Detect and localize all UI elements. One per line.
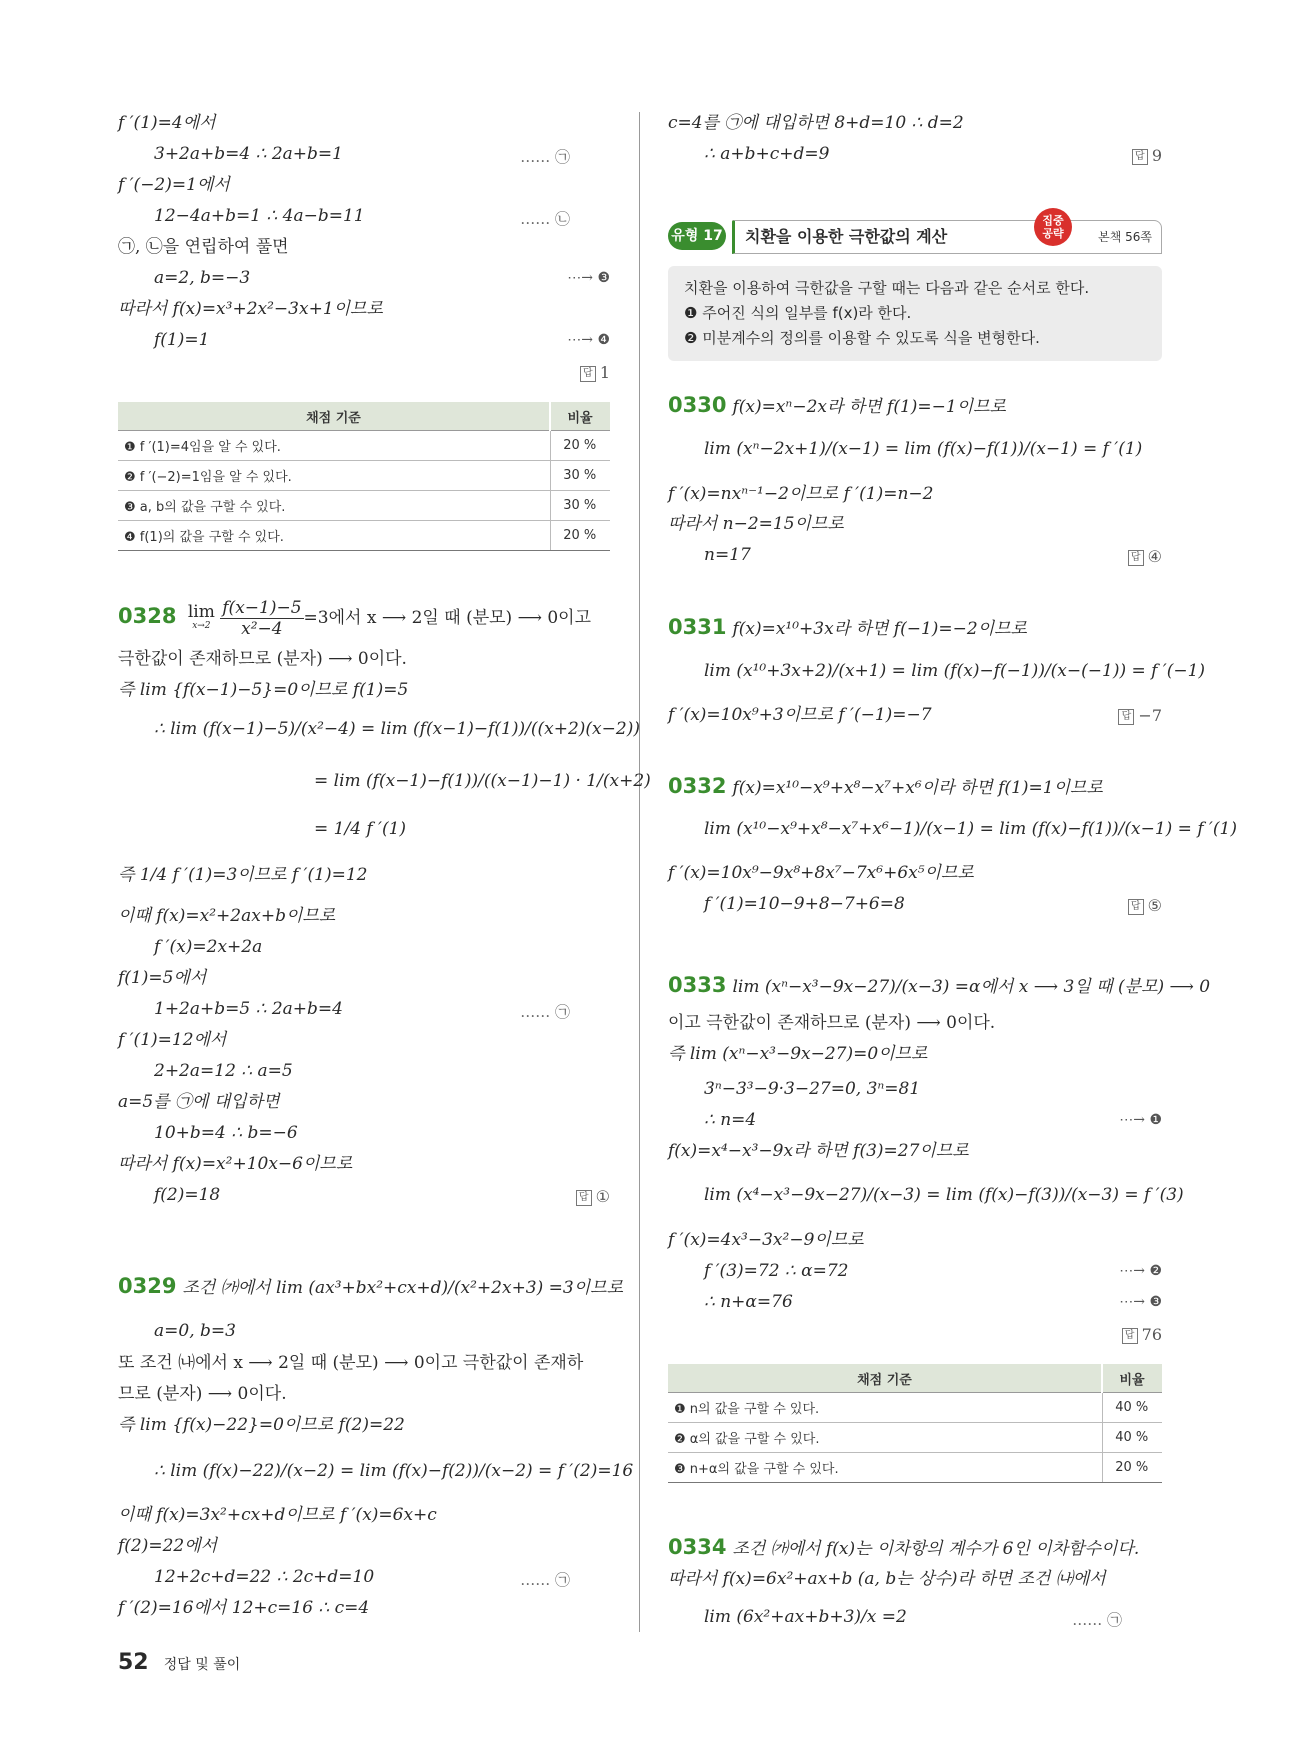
problem-0333-first-line [668, 970, 1211, 1000]
text-line: f ′(1)=12에서 [118, 1030, 227, 1050]
text-span: f(x)=xⁿ−2x라 하면 f(1)=−1이므로 [732, 397, 1006, 417]
answer-icon: 답 [1128, 899, 1144, 915]
problem-0329-first-line [118, 1266, 623, 1306]
problem-number: 0331 [668, 615, 727, 639]
text-line: a=2, b=−3 [154, 268, 251, 288]
answer-value: ⑤ [1147, 896, 1162, 915]
reference-page: 본책 56쪽 [1098, 230, 1152, 244]
text-line: f(2)=22에서 [118, 1536, 218, 1556]
column-divider [639, 112, 640, 1632]
answer-icon: 답 [1128, 550, 1144, 566]
text-line: lim (x¹⁰−x⁹+x⁸−x⁷+x⁶−1)/(x−1) = lim (f(x)−f(1))/(x−1) = f ′(1) [704, 819, 1237, 839]
table-row [118, 431, 610, 461]
table-cell: 20 % [550, 431, 610, 461]
focus-stamp-icon: 집중 공략 [1034, 208, 1072, 246]
table-cell: ❸ n+α의 값을 구할 수 있다. [668, 1453, 1102, 1483]
text-line: a=0, b=3 [154, 1321, 236, 1341]
tip-box [668, 266, 1162, 361]
text-line: 따라서 n−2=15이므로 [668, 514, 844, 534]
step-marker: ⋯→ ❷ [1119, 1263, 1162, 1279]
text-line: ∴ a+b+c+d=9 [704, 144, 830, 164]
table-cell: ❷ f ′(−2)=1임을 알 수 있다. [118, 461, 550, 491]
tip-line: ❷ 미분계수의 정의를 이용할 수 있도록 식을 변형한다. [684, 329, 1040, 347]
table-cell: 20 % [1102, 1453, 1162, 1483]
answer-icon: 답 [1132, 149, 1148, 165]
text-line: f(2)=18 [154, 1185, 221, 1205]
problem-number: 0334 [668, 1535, 727, 1559]
table-header: 비율 [550, 402, 610, 431]
problem-number: 0329 [118, 1274, 177, 1298]
text-line: 3ⁿ−3³−9·3−27=0, 3ⁿ=81 [704, 1079, 921, 1099]
text-line: lim (xⁿ−2x+1)/(x−1) = lim (f(x)−f(1))/(x−1) = f ′(1) [704, 439, 1143, 459]
footer-label: 정답 및 풀이 [163, 1657, 241, 1673]
equation-marker: …… ㉠ [520, 1571, 570, 1589]
text-line: lim (6x²+ax+b+3)/x =2 [704, 1607, 907, 1627]
answer-mark [576, 1187, 610, 1206]
type-badge: 유형 17 [668, 222, 726, 250]
text-line: f(1)=1 [154, 330, 210, 350]
text-line: 3+2a+b=4 ∴ 2a+b=1 [154, 144, 343, 164]
equation-marker: …… ㉡ [520, 210, 570, 228]
table-cell: ❸ a, b의 값을 구할 수 있다. [118, 491, 550, 521]
text-span: 조건 ㈎에서 lim (ax³+bx²+cx+d)/(x²+2x+3) =3이므로 [182, 1278, 623, 1298]
text-line: = 1/4 f ′(1) [314, 819, 407, 839]
text-line: 1+2a+b=5 ∴ 2a+b=4 [154, 999, 343, 1019]
answer-mark [1132, 146, 1162, 165]
text-line: 따라서 f(x)=x³+2x²−3x+1이므로 [118, 299, 383, 319]
text-span: f(x)=x¹⁰−x⁹+x⁸−x⁷+x⁶이라 하면 f(1)=1이므로 [732, 778, 1103, 798]
text-line: 10+b=4 ∴ b=−6 [154, 1123, 298, 1143]
text-line: n=17 [704, 545, 751, 565]
text-line: f ′(x)=nxⁿ⁻¹−2이므로 f ′(1)=n−2 [668, 484, 934, 504]
page-number: 52 [118, 1650, 149, 1675]
answer-icon: 답 [576, 1190, 592, 1206]
text-line: f ′(1)=4에서 [118, 113, 216, 133]
table-cell: ❶ f ′(1)=4임을 알 수 있다. [118, 431, 550, 461]
table-row [668, 1423, 1162, 1453]
scoring-table [668, 1364, 1162, 1483]
text-line: 또 조건 ㈏에서 x ⟶ 2일 때 (분모) ⟶ 0이고 극한값이 존재하 [118, 1353, 584, 1373]
answer-icon: 답 [1118, 709, 1134, 725]
problem-number: 0330 [668, 393, 727, 417]
problem-0334-first-line [668, 1532, 1162, 1562]
text-line: ∴ n+α=76 [704, 1292, 793, 1312]
text-span: f(x)=x¹⁰+3x라 하면 f(−1)=−2이므로 [732, 619, 1027, 639]
table-row [668, 1453, 1162, 1483]
type-title: 치환을 이용한 극한값의 계산 [732, 220, 1162, 254]
table-cell: 40 % [1102, 1423, 1162, 1453]
table-cell: 30 % [550, 491, 610, 521]
answer-value: ① [595, 1187, 610, 1206]
equation-marker: …… ㉠ [520, 148, 570, 166]
answer-icon: 답 [580, 366, 596, 382]
text-line: a=5를 ㉠에 대입하면 [118, 1092, 280, 1112]
table-cell: 20 % [550, 521, 610, 551]
tip-line: ❶ 주어진 식의 일부를 f(x)라 한다. [684, 304, 912, 322]
text-line: f ′(x)=10x⁹−9x⁸+8x⁷−7x⁶+6x⁵이므로 [668, 863, 974, 883]
answer-mark [580, 363, 610, 382]
text-line: f ′(−2)=1에서 [118, 175, 230, 195]
problem-number: 0328 [118, 604, 177, 628]
scoring-table [118, 402, 610, 551]
problem-0332-first-line [668, 771, 1162, 801]
answer-value: 76 [1141, 1325, 1162, 1344]
text-line: 12+2c+d=22 ∴ 2c+d=10 [154, 1567, 375, 1587]
answer-mark [1122, 1325, 1162, 1344]
table-header: 비율 [1102, 1364, 1162, 1393]
type-17-header [668, 214, 1162, 254]
table-header: 채점 기준 [668, 1364, 1102, 1393]
text-line: 이때 f(x)=3x²+cx+d이므로 f ′(x)=6x+c [118, 1505, 437, 1525]
answer-value: −7 [1138, 706, 1162, 725]
text-line: 이때 f(x)=x²+2ax+b이므로 [118, 906, 336, 926]
text-line: 므로 (분자) ⟶ 0이다. [118, 1384, 287, 1404]
answer-value: 1 [599, 363, 610, 382]
text-line: 12−4a+b=1 ∴ 4a−b=11 [154, 206, 365, 226]
problem-0330-first-line [668, 390, 1162, 420]
table-header: 채점 기준 [118, 402, 550, 431]
text-line: 따라서 f(x)=6x²+ax+b (a, b는 상수)라 하면 조건 ㈏에서 [668, 1569, 1106, 1589]
text-line: ∴ n=4 [704, 1110, 757, 1130]
problem-number: 0332 [668, 774, 727, 798]
text-line: f ′(x)=10x⁹+3이므로 f ′(−1)=−7 [668, 705, 932, 725]
text-span: =3에서 x ⟶ 2일 때 (분모) ⟶ 0이고 [303, 608, 592, 628]
table-cell: ❶ n의 값을 구할 수 있다. [668, 1393, 1102, 1423]
text-line: 즉 lim {f(x−1)−5}=0이므로 f(1)=5 [118, 680, 409, 700]
text-line: 즉 lim (xⁿ−x³−9x−27)=0이므로 [668, 1044, 928, 1064]
problem-0331-first-line [668, 612, 1162, 642]
text-span: lim (xⁿ−x³−9x−27)/(x−3) =α에서 x ⟶ 3일 때 (분모) ⟶ 0 [732, 977, 1211, 997]
answer-icon: 답 [1122, 1328, 1138, 1344]
text-line: c=4를 ㉠에 대입하면 8+d=10 ∴ d=2 [668, 113, 964, 133]
fraction: $\frac{f(x-1)-5}{\text{x²−4}}$ [222, 598, 302, 639]
answer-mark [1118, 706, 1162, 725]
answer-mark [1128, 547, 1162, 566]
tip-line: 치환을 이용하여 극한값을 구할 때는 다음과 같은 순서로 한다. [684, 279, 1090, 297]
text-line: 극한값이 존재하므로 (분자) ⟶ 0이다. [118, 649, 407, 669]
step-marker: ⋯→ ❹ [567, 332, 610, 348]
text-line: f ′(2)=16에서 12+c=16 ∴ c=4 [118, 1598, 370, 1618]
text-line: = lim (f(x−1)−f(1))/((x−1)−1) · 1/(x+2) [314, 771, 651, 791]
table-row [668, 1393, 1162, 1423]
step-marker: ⋯→ ❸ [567, 270, 610, 286]
text-line: f(x)=x⁴−x³−9x라 하면 f(3)=27이므로 [668, 1141, 969, 1161]
text-line: f(1)=5에서 [118, 968, 207, 988]
step-marker: ⋯→ ❶ [1119, 1112, 1162, 1128]
answer-mark [1128, 896, 1162, 915]
text-line: f ′(1)=10−9+8−7+6=8 [704, 894, 905, 914]
text-line: 즉 1/4 f ′(1)=3이므로 f ′(1)=12 [118, 865, 368, 885]
equation-marker: …… ㉠ [520, 1003, 570, 1021]
problem-number: 0333 [668, 973, 727, 997]
text-line: f ′(x)=4x³−3x²−9이므로 [668, 1230, 864, 1250]
text-line: f ′(x)=2x+2a [154, 937, 263, 957]
table-row [118, 461, 610, 491]
answer-value: ④ [1147, 547, 1162, 566]
page-footer [118, 1650, 240, 1675]
table-cell: ❷ α의 값을 구할 수 있다. [668, 1423, 1102, 1453]
answer-value: 9 [1151, 146, 1162, 165]
lim-symbol: lim x→2 [187, 601, 215, 631]
text-line: 2+2a=12 ∴ a=5 [154, 1061, 293, 1081]
text-line: ∴ lim (f(x−1)−5)/(x²−4) = lim (f(x−1)−f(1))/((x+2)(x−2)) [154, 719, 640, 739]
table-cell: ❹ f(1)의 값을 구할 수 있다. [118, 521, 550, 551]
equation-marker: …… ㉠ [1072, 1611, 1122, 1629]
step-marker: ⋯→ ❸ [1119, 1294, 1162, 1310]
table-cell: 40 % [1102, 1393, 1162, 1423]
text-line: f ′(3)=72 ∴ α=72 [704, 1261, 849, 1281]
table-cell: 30 % [550, 461, 610, 491]
text-line: ∴ lim (f(x)−22)/(x−2) = lim (f(x)−f(2))/(x−2) = f ′(2)=16 [154, 1461, 634, 1481]
text-line: lim (x¹⁰+3x+2)/(x+1) = lim (f(x)−f(−1))/(x−(−1)) = f ′(−1) [704, 661, 1206, 681]
text-line: 즉 lim {f(x)−22}=0이므로 f(2)=22 [118, 1415, 405, 1435]
table-row [118, 521, 610, 551]
problem-0328-first-line [118, 596, 610, 639]
text-line: ㉠, ㉡을 연립하여 풀면 [118, 237, 289, 257]
text-line: 따라서 f(x)=x²+10x−6이므로 [118, 1154, 353, 1174]
text-span: 조건 ㈎에서 f(x)는 이차항의 계수가 6인 이차함수이다. [732, 1539, 1140, 1559]
text-line: 이고 극한값이 존재하므로 (분자) ⟶ 0이다. [668, 1013, 996, 1033]
table-row [118, 491, 610, 521]
text-line: lim (x⁴−x³−9x−27)/(x−3) = lim (f(x)−f(3))/(x−3) = f ′(3) [704, 1185, 1184, 1205]
